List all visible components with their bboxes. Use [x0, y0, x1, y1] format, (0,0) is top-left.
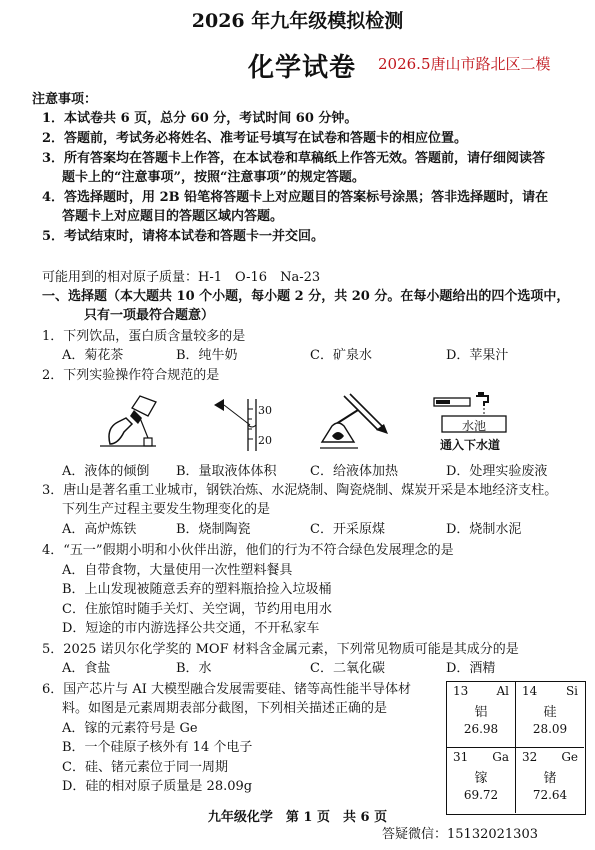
q1-stem: 1．下列饮品，蛋白质含量较多的是	[42, 329, 246, 344]
q2-option-c: C．给液体加热	[310, 464, 398, 479]
q3-option-b: B．烧制陶瓷	[176, 522, 251, 537]
element-mass: 69.72	[463, 788, 499, 802]
heating-liquid-figure	[318, 390, 398, 460]
page-footer: 九年级化学 第 1 页 共 6 页	[207, 810, 388, 825]
q4-option-a: A．自带食物，大量使用一次性塑料餐具	[62, 563, 293, 578]
element-number: 13	[453, 684, 469, 698]
element-name: 铝	[474, 705, 488, 720]
q3-option-d: D．烧制水泥	[446, 522, 522, 537]
q2-option-d: D．处理实验废液	[446, 464, 548, 479]
q5-option-a: A．食盐	[62, 661, 111, 676]
element-cell-ge	[516, 748, 584, 813]
notice-item-2: 2．答题前，考试务必将姓名、准考证号填写在试卷和答题卡的相应位置。	[42, 131, 468, 146]
q3-stem: 3．唐山是著名重工业城市，钢铁冶炼、水泥烧制、陶瓷烧制、煤炭开采是本地经济支柱。	[42, 483, 558, 498]
cylinder-mark-30: 30	[258, 404, 272, 417]
q6-option-c: C．硅、锗元素位于同一周期	[62, 760, 228, 775]
q1-option-b: B．纯牛奶	[176, 348, 238, 363]
exam-source-stamp: 2026.5唐山市路北区二模	[378, 55, 551, 73]
q3-option-c: C．开采原煤	[310, 522, 385, 537]
notice-item-4: 4．答选择题时，用 2B 铅笔将答题卡上对应题目的答案标号涂黑；答非选择题时，请在	[42, 190, 549, 205]
notice-item-3: 3．所有答案均在答题卡上作答，在本试卷和草稿纸上作答无效。答题前，请仔细阅读答	[42, 151, 546, 166]
notice-item-4-cont: 答题卡上对应题目的答题区域内答题。	[62, 209, 284, 224]
element-number: 31	[453, 750, 469, 764]
element-symbol: Ga	[492, 750, 509, 764]
element-cell-ga	[447, 748, 516, 813]
element-mass: 26.98	[463, 722, 499, 736]
q5-option-d: D．酒精	[446, 661, 496, 676]
q6-option-a: A．镓的元素符号是 Ge	[62, 721, 198, 736]
sink-label: 水池	[462, 419, 487, 433]
periodic-table-excerpt	[446, 681, 586, 815]
notice-heading: 注意事项：	[32, 92, 98, 107]
q5-option-b: B．水	[176, 661, 212, 676]
element-number: 14	[522, 684, 538, 698]
q2-option-a: A．液体的倾倒	[62, 464, 150, 479]
q4-stem: 4．“五一”假期小明和小伙伴出游，他们的行为不符合绿色发展理念的是	[42, 543, 454, 558]
notice-item-5: 5．考试结束时，请将本试卷和答题卡一并交回。	[42, 229, 325, 244]
pouring-liquid-figure	[96, 388, 168, 458]
element-mass: 72.64	[532, 788, 568, 802]
element-cell-al	[447, 682, 516, 748]
q5-stem: 5．2025 诺贝尔化学奖的 MOF 材料含金属元素，下列常见物质可能是其成分的是	[42, 642, 519, 657]
q5-option-c: C．二氧化碳	[310, 661, 385, 676]
drain-label: 通入下水道	[440, 438, 501, 452]
q6-stem: 6．国产芯片与 AI 大模型融合发展需要硅、锗等高性能半导体材	[42, 682, 412, 697]
element-symbol: Si	[565, 684, 578, 698]
element-symbol: Al	[496, 684, 509, 698]
section-heading: 一、选择题（本大题共 10 个小题，每小题 2 分，共 20 分。在每小题给出的四个选项中，	[42, 289, 570, 304]
element-mass: 28.09	[532, 722, 568, 736]
q3-option-a: A．高炉炼铁	[62, 522, 137, 537]
q6-option-d: D．硅的相对原子质量是 28.09g	[62, 779, 253, 794]
exam-title: 2026 年九年级模拟检测	[191, 10, 404, 32]
q4-option-b: B．上山发现被随意丢弃的塑料瓶拾捡入垃圾桶	[62, 582, 332, 597]
q2-option-b: B．量取液体体积	[176, 464, 277, 479]
q4-option-d: D．短途的市内游选择公共交通，不开私家车	[62, 621, 320, 636]
element-name: 硅	[543, 705, 557, 720]
element-cell-si	[516, 682, 584, 748]
q4-option-c: C．住旅馆时随手关灯、关空调，节约用电用水	[62, 602, 332, 617]
cylinder-mark-20: 20	[258, 434, 272, 447]
contact-info: 答疑微信：15132021303	[382, 827, 538, 842]
q6-option-b: B．一个硅原子核外有 14 个电子	[62, 740, 253, 755]
notice-item-1: 1．本试卷共 6 页，总分 60 分，考试时间 60 分钟。	[42, 111, 358, 126]
q6-stem-cont: 料。如图是元素周期表部分截图，下列相关描述正确的是	[62, 701, 388, 716]
section-heading-cont: 只有一项最符合题意）	[84, 308, 215, 323]
q1-option-c: C．矿泉水	[310, 348, 372, 363]
atomic-mass-note: 可能用到的相对原子质量：H-1 O-16 Na-23	[42, 270, 321, 285]
notice-item-3-cont: 题卡上的“注意事项”，按照“注意事项”的规定答题。	[62, 170, 365, 185]
q1-option-a: A．菊花茶	[62, 348, 124, 363]
q1-option-d: D．苹果汁	[446, 348, 509, 363]
subject-title: 化学试卷	[248, 53, 357, 83]
element-name: 锗	[543, 771, 557, 786]
element-name: 镓	[474, 771, 488, 786]
element-symbol: Ge	[561, 750, 578, 764]
element-number: 32	[522, 750, 538, 764]
q2-stem: 2．下列实验操作符合规范的是	[42, 368, 220, 383]
q3-stem-cont: 下列生产过程主要发生物理变化的是	[62, 502, 271, 517]
